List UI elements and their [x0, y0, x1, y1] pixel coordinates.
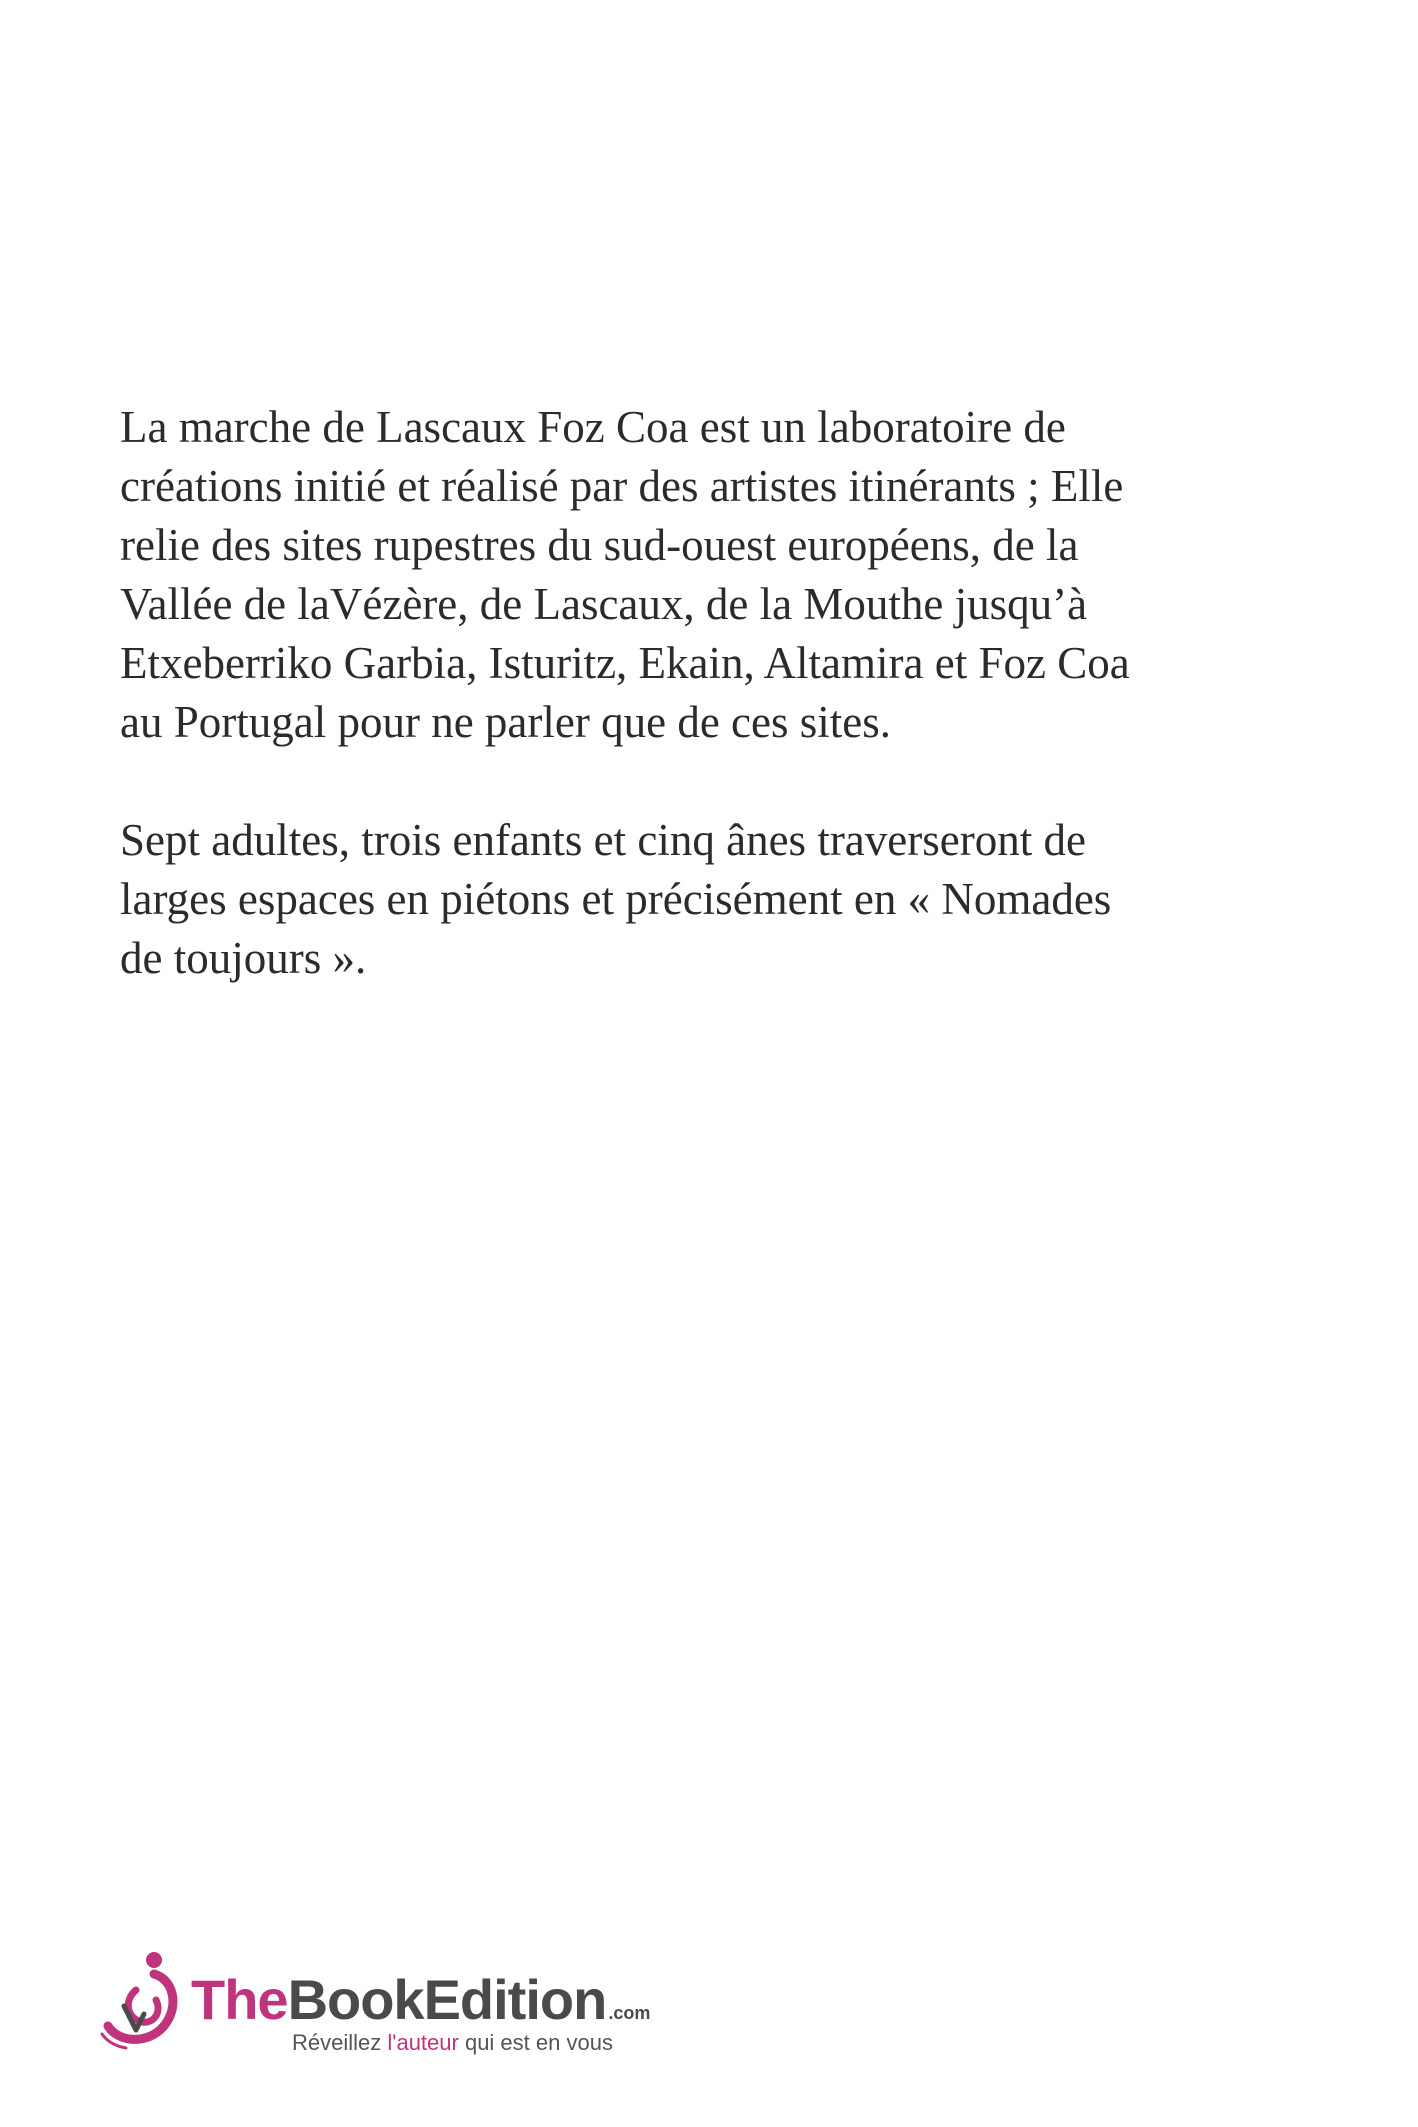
paragraph-1 — [120, 398, 1300, 752]
paragraph-spacer — [120, 752, 1300, 811]
logo-tagline — [292, 2030, 613, 2056]
tagline-accent: l'auteur — [387, 2030, 459, 2055]
text-line: Vallée de laVézère, de Lascaux, de la Mouthe jusqu’à — [120, 579, 1088, 629]
text-line: Etxeberriko Garbia, Isturitz, Ekain, Altamira et Foz Coa — [120, 638, 1130, 688]
thebookedition-logo — [96, 1950, 696, 2070]
logo-word-bookedition: BookEdition — [287, 1968, 607, 2031]
text-line: Sept adultes, trois enfants et cinq ânes traverseront de — [120, 815, 1086, 865]
logo-word-the: The — [191, 1968, 288, 2031]
tagline-after: qui est en vous — [458, 2030, 613, 2055]
paragraph-2 — [120, 811, 1300, 988]
text-line: créations initié et réalisé par des artistes itinérants ; Elle — [120, 461, 1124, 511]
text-line: au Portugal pour ne parler que de ces sites. — [120, 697, 891, 747]
body-text — [120, 398, 1300, 988]
person-swirl-icon — [96, 1950, 186, 2060]
text-line: de toujours ». — [120, 933, 367, 983]
logo-word-dotcom: .com — [608, 2003, 651, 2023]
text-line: larges espaces en piétons et précisément en « Nomades — [120, 874, 1112, 924]
tagline-before: Réveillez — [292, 2030, 388, 2055]
text-line: La marche de Lascaux Foz Coa est un laboratoire de — [120, 402, 1066, 452]
text-line: relie des sites rupestres du sud-ouest européens, de la — [120, 520, 1079, 570]
